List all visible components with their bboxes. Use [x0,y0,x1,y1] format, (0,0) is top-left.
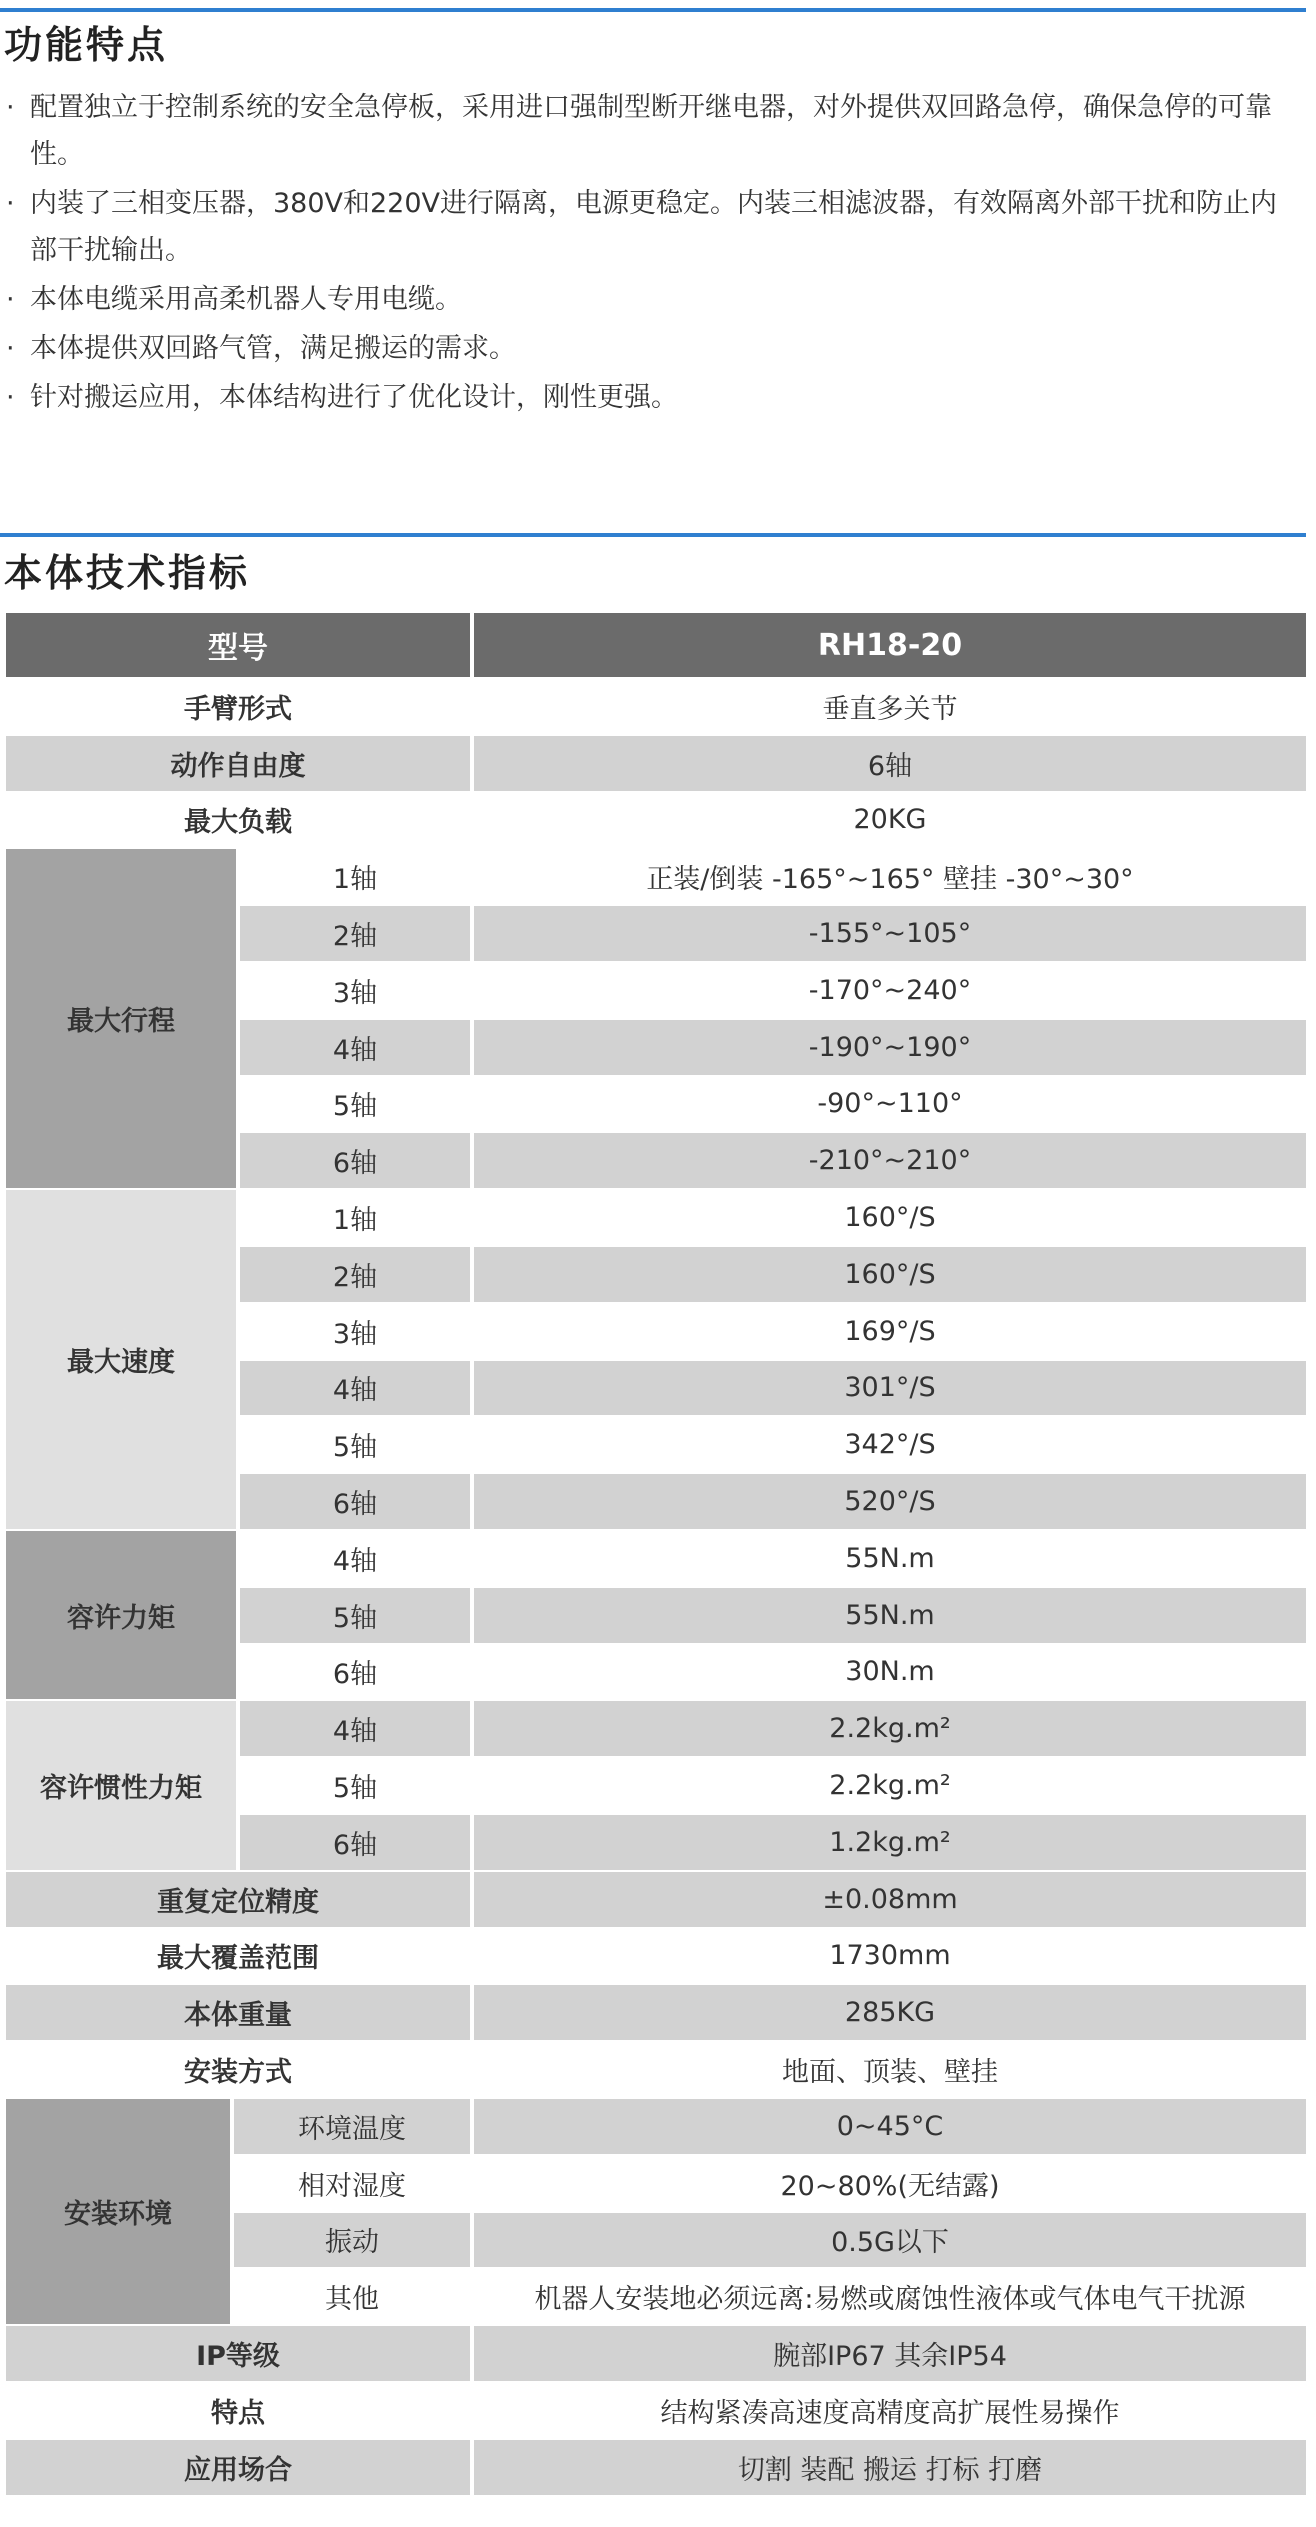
spec-axis-label: 5轴 [240,1758,470,1813]
spec-axis-label: 6轴 [240,1815,470,1870]
spec-env-key: 其他 [234,2269,470,2324]
spec-axis-value: 正装/倒装 -165°~165° 壁挂 -30°~30° [474,849,1306,904]
feature-text: 针对搬运应用，本体结构进行了优化设计，刚性更强。 [30,382,678,413]
spec-axis-value: -155°~105° [474,906,1306,961]
bullet-dot: · [6,92,15,123]
spec-axis-value: 2.2kg.m² [474,1758,1306,1813]
spec-header-value: RH18-20 [474,613,1306,677]
spec-axis-value: -210°~210° [474,1133,1306,1188]
spec-row-label: 特点 [6,2383,470,2438]
spec-row-value: 腕部IP67 其余IP54 [474,2326,1306,2381]
feature-item [6,276,1302,323]
spec-row-label: 最大负载 [6,793,470,848]
spec-env-value: 0~45°C [474,2099,1306,2154]
spec-axis-label: 6轴 [240,1645,470,1700]
spec-axis-value: 160°/S [474,1247,1306,1302]
bullet-dot: · [6,382,15,413]
spec-axis-label: 5轴 [240,1417,470,1472]
features-heading: 功能特点 [4,23,169,67]
spec-axis-value: 520°/S [474,1474,1306,1529]
spec-axis-label: 4轴 [240,1531,470,1586]
spec-row-value: 6轴 [474,736,1306,791]
spec-axis-label: 3轴 [240,1304,470,1359]
spec-axis-value: -90°~110° [474,1077,1306,1132]
feature-text: 内装了三相变压器，380V和220V进行隔离，电源更稳定。内装三相滤波器，有效隔离外部干扰和防止内部干扰输出。 [30,188,1278,266]
spec-axis-label: 2轴 [240,1247,470,1302]
spec-axis-value: 55N.m [474,1588,1306,1643]
spec-axis-label: 5轴 [240,1588,470,1643]
spec-axis-value: 301°/S [474,1361,1306,1416]
spec-row-value: 结构紧凑高速度高精度高扩展性易操作 [474,2383,1306,2438]
spec-row-value: 切割 装配 搬运 打标 打磨 [474,2440,1306,2495]
spec-axis-value: 2.2kg.m² [474,1701,1306,1756]
spec-axis-label: 4轴 [240,1020,470,1075]
spec-axis-label: 6轴 [240,1133,470,1188]
spec-env-key: 环境温度 [234,2099,470,2154]
spec-axis-value: 1.2kg.m² [474,1815,1306,1870]
spec-axis-label: 1轴 [240,849,470,904]
spec-env-value: 20~80%(无结露) [474,2156,1306,2211]
spec-axis-value: -170°~240° [474,963,1306,1018]
spec-row-label: 本体重量 [6,1985,470,2040]
feature-text: 配置独立于控制系统的安全急停板，采用进口强制型断开继电器，对外提供双回路急停，确保急停的可靠性。 [30,92,1272,170]
bullet-dot: · [6,284,15,315]
spec-row-label: 应用场合 [6,2440,470,2495]
feature-item [6,180,1302,274]
spec-row-value: ±0.08mm [474,1872,1306,1927]
spec-axis-label: 6轴 [240,1474,470,1529]
spec-row-label: 手臂形式 [6,679,470,734]
bullet-dot: · [6,188,15,219]
feature-item [6,84,1302,178]
spec-env-value: 机器人安装地必须远离:易燃或腐蚀性液体或气体电气干扰源 [474,2269,1306,2324]
section-divider-line [0,533,1306,537]
feature-item [6,374,1302,421]
spec-group-label: 容许力矩 [6,1531,236,1699]
spec-axis-label: 4轴 [240,1701,470,1756]
spec-row-label: IP等级 [6,2326,470,2381]
spec-group-label: 容许惯性力矩 [6,1701,236,1869]
spec-axis-label: 4轴 [240,1361,470,1416]
spec-row-value: 285KG [474,1985,1306,2040]
feature-text: 本体电缆采用高柔机器人专用电缆。 [30,284,462,315]
spec-axis-value: 30N.m [474,1645,1306,1700]
spec-env-label: 安装环境 [6,2099,230,2324]
spec-row-value: 20KG [474,793,1306,848]
spec-env-key: 振动 [234,2213,470,2268]
spec-axis-value: -190°~190° [474,1020,1306,1075]
spec-row-value: 垂直多关节 [474,679,1306,734]
spec-axis-value: 169°/S [474,1304,1306,1359]
bullet-dot: · [6,333,15,364]
spec-group-label: 最大行程 [6,849,236,1188]
spec-row-label: 重复定位精度 [6,1872,470,1927]
spec-row-label: 最大覆盖范围 [6,1929,470,1984]
spec-header-label: 型号 [6,613,470,677]
spec-env-value: 0.5G以下 [474,2213,1306,2268]
spec-group-label: 最大速度 [6,1190,236,1529]
spec-axis-value: 55N.m [474,1531,1306,1586]
spec-axis-value: 160°/S [474,1190,1306,1245]
spec-env-key: 相对湿度 [234,2156,470,2211]
spec-axis-label: 5轴 [240,1077,470,1132]
features-list [6,84,1302,423]
spec-axis-label: 1轴 [240,1190,470,1245]
spec-row-value: 1730mm [474,1929,1306,1984]
top-divider-line [0,8,1306,12]
spec-axis-value: 342°/S [474,1417,1306,1472]
specs-heading: 本体技术指标 [4,551,251,595]
spec-axis-label: 2轴 [240,906,470,961]
spec-row-value: 地面、顶装、壁挂 [474,2042,1306,2097]
spec-row-label: 安装方式 [6,2042,470,2097]
spec-row-label: 动作自由度 [6,736,470,791]
feature-item [6,325,1302,372]
feature-text: 本体提供双回路气管，满足搬运的需求。 [30,333,516,364]
spec-axis-label: 3轴 [240,963,470,1018]
